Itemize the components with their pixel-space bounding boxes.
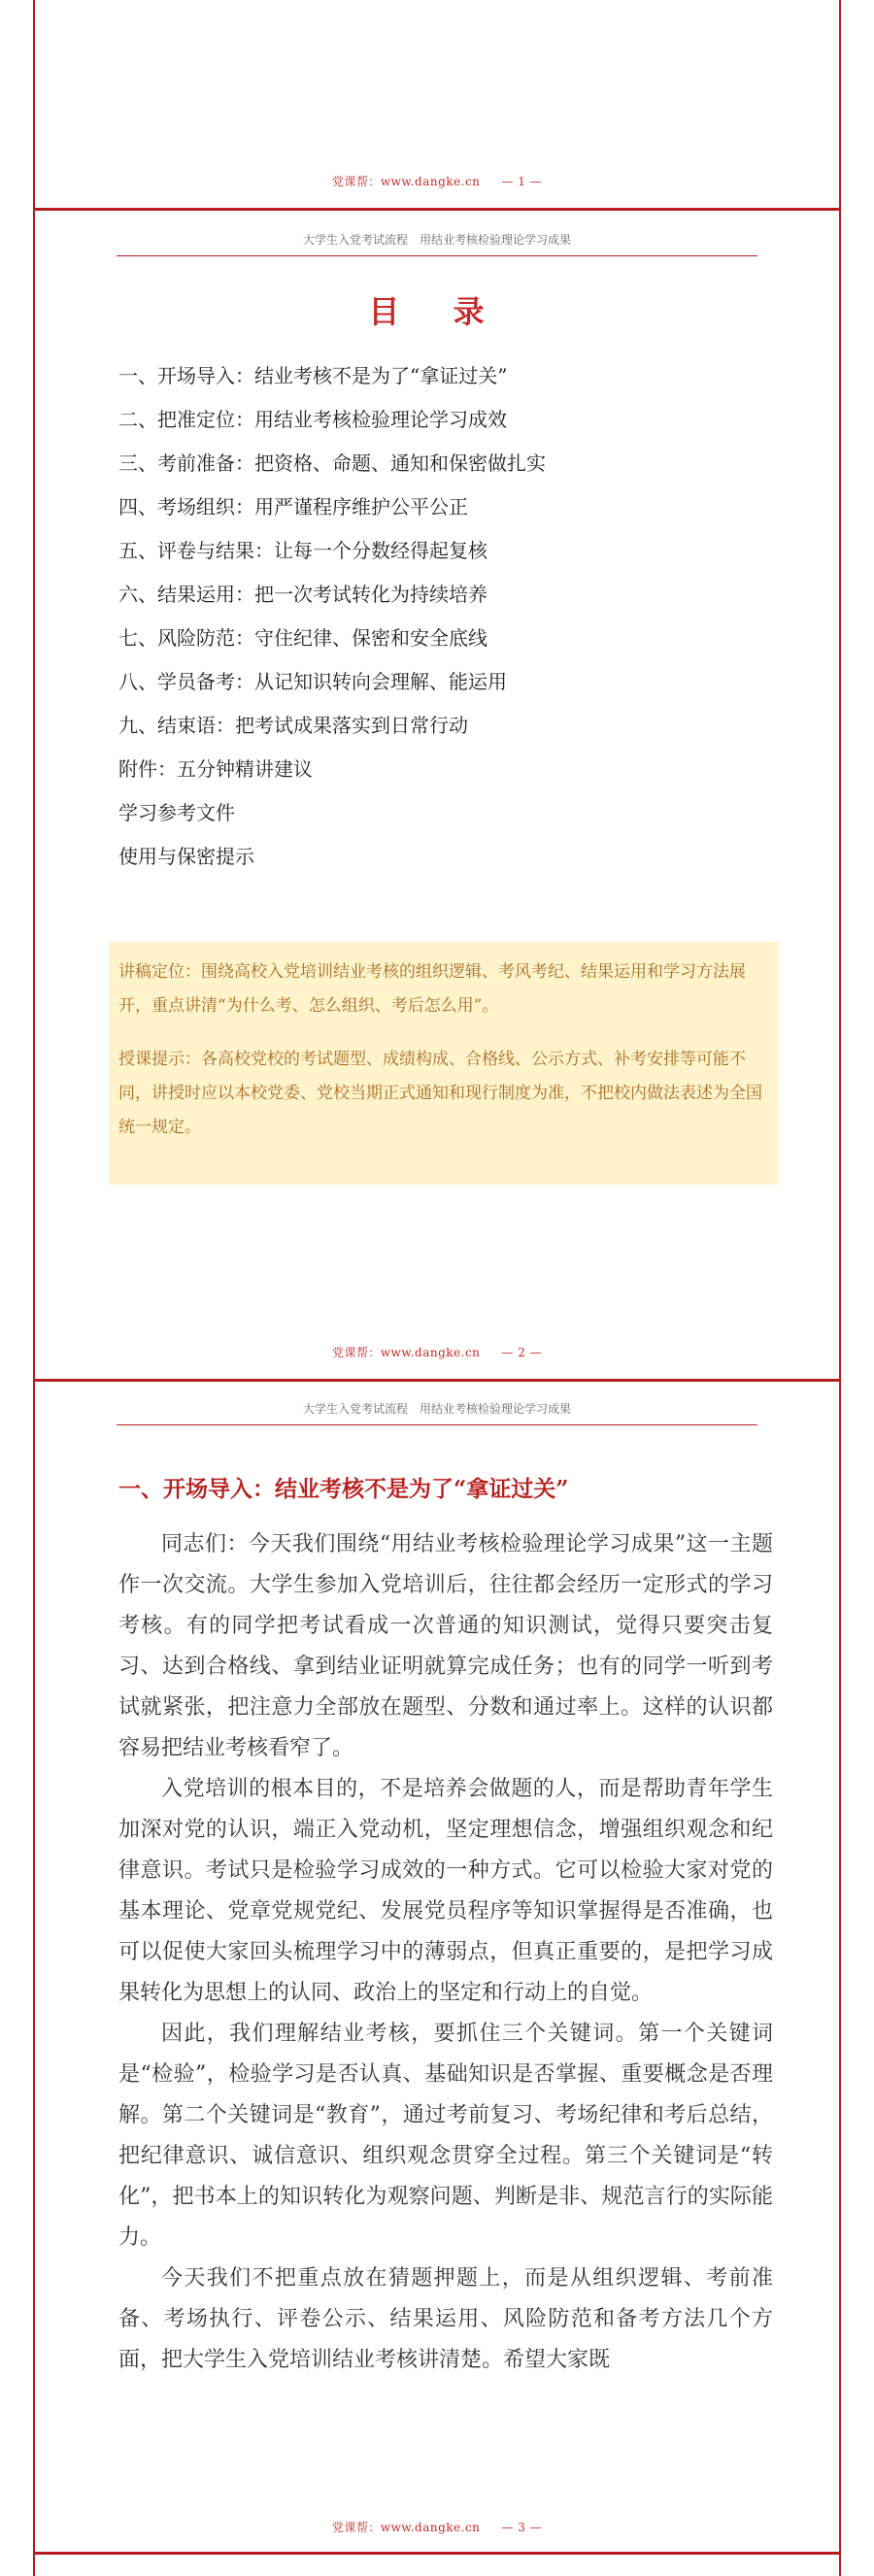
toc-item[interactable]: 附件：五分钟精讲建议 xyxy=(118,757,313,781)
toc-item[interactable]: 九、结束语：把考试成果落实到日常行动 xyxy=(118,714,468,737)
page-2-footer xyxy=(0,1344,874,1360)
footer-page-number: — 1 — xyxy=(501,175,543,188)
body-paragraph: 今天我们不把重点放在猜题押题上，而是从组织逻辑、考前准备、考场执行、评卷公示、结果运用、风险防范和备考方法几个方面，把大学生入党培训结业考核讲清楚。希望大家既 xyxy=(118,2266,773,2372)
toc-item[interactable]: 一、开场导入：结业考核不是为了“拿证过关” xyxy=(118,364,508,387)
toc-item[interactable]: 八、学员备考：从记知识转向会理解、能运用 xyxy=(118,670,507,693)
toc-item[interactable]: 三、考前准备：把资格、命题、通知和保密做扎实 xyxy=(118,452,546,475)
page-separator-3 xyxy=(33,2552,841,2555)
lecture-note-box xyxy=(109,942,779,1185)
page-frame-right-line xyxy=(839,0,841,2576)
toc-item[interactable]: 五、评卷与结果：让每一个分数经得起复核 xyxy=(118,539,487,562)
page-separator-1 xyxy=(33,208,841,211)
section-body xyxy=(118,1524,773,2381)
toc-item[interactable]: 使用与保密提示 xyxy=(118,845,254,868)
toc-item[interactable]: 七、风险防范：守住纪律、保密和安全底线 xyxy=(118,626,487,650)
note-teaching-tip: 授课提示：各高校党校的考试题型、成绩构成、合格线、公示方式、补考安排等可能不同，讲授时应以本校党委、党校当期正式通知和现行制度为准，不把校内做法表述为全国统一规定。 xyxy=(118,1050,762,1137)
page-2-header: 大学生入党考试流程 用结业考核检验理论学习成果 xyxy=(117,231,757,256)
page-separator-2 xyxy=(33,1379,841,1382)
body-paragraph: 因此，我们理解结业考核，要抓住三个关键词。第一个关键词是“检验”，检验学习是否认真、基础知识是否掌握、重要概念是否理解。第二个关键词是“教育”，通过考前复习、考场纪律和考后总结，把纪律意识、诚信意识、组织观念贯穿全过程。第三个关键词是“转化”，把书本上的知识转化为观察问题、判断是非、规范言行的实际能力。 xyxy=(118,2022,773,2250)
toc-item[interactable]: 六、结果运用：把一次考试转化为持续培养 xyxy=(118,583,487,606)
body-paragraph: 入党培训的根本目的，不是培养会做题的人，而是帮助青年学生加深对党的认识，端正入党动机，坚定理想信念，增强组织观念和纪律意识。考试只是检验学习成效的一种方式。它可以检验大家对党的基本理论、党章党规党纪、发展党员程序等知识掌握得是否准确，也可以促使大家回头梳理学习中的薄弱点，但真正重要的，是把学习成果转化为思想上的认同、政治上的坚定和行动上的自觉。 xyxy=(118,1777,773,2005)
page-3-header: 大学生入党考试流程 用结业考核检验理论学习成果 xyxy=(117,1400,757,1425)
footer-site: 党课帮：www.dangke.cn xyxy=(331,2521,481,2534)
note-positioning: 讲稿定位：围绕高校入党培训结业考核的组织逻辑、考风考纪、结果运用和学习方法展开，重点讲清“为什么考、怎么组织、考后怎么用”。 xyxy=(118,962,746,1016)
footer-site: 党课帮：www.dangke.cn xyxy=(331,175,481,188)
page-1-footer xyxy=(0,173,874,189)
page-3-footer xyxy=(0,2519,874,2535)
toc-item[interactable]: 四、考场组织：用严谨程序维护公平公正 xyxy=(118,495,468,519)
toc-list xyxy=(118,365,546,889)
footer-page-number: — 2 — xyxy=(501,1346,543,1359)
footer-site: 党课帮：www.dangke.cn xyxy=(331,1346,481,1359)
toc-item[interactable]: 学习参考文件 xyxy=(118,801,235,824)
toc-title: 目 录 xyxy=(368,293,506,330)
section-heading: 一、开场导入：结业考核不是为了“拿证过关” xyxy=(118,1476,569,1502)
toc-item[interactable]: 二、把准定位：用结业考核检验理论学习成效 xyxy=(118,408,507,431)
body-paragraph: 同志们：今天我们围绕“用结业考核检验理论学习成果”这一主题作一次交流。大学生参加入党培训后，往往都会经历一定形式的学习考核。有的同学把考试看成一次普通的知识测试，觉得只要突击复习、达到合格线、拿到结业证明就算完成任务；也有的同学一听到考试就紧张，把注意力全部放在题型、分数和通过率上。这样的认识都容易把结业考核看窄了。 xyxy=(118,1532,773,1760)
page-frame-left-line xyxy=(33,0,35,2576)
footer-page-number: — 3 — xyxy=(501,2521,543,2534)
